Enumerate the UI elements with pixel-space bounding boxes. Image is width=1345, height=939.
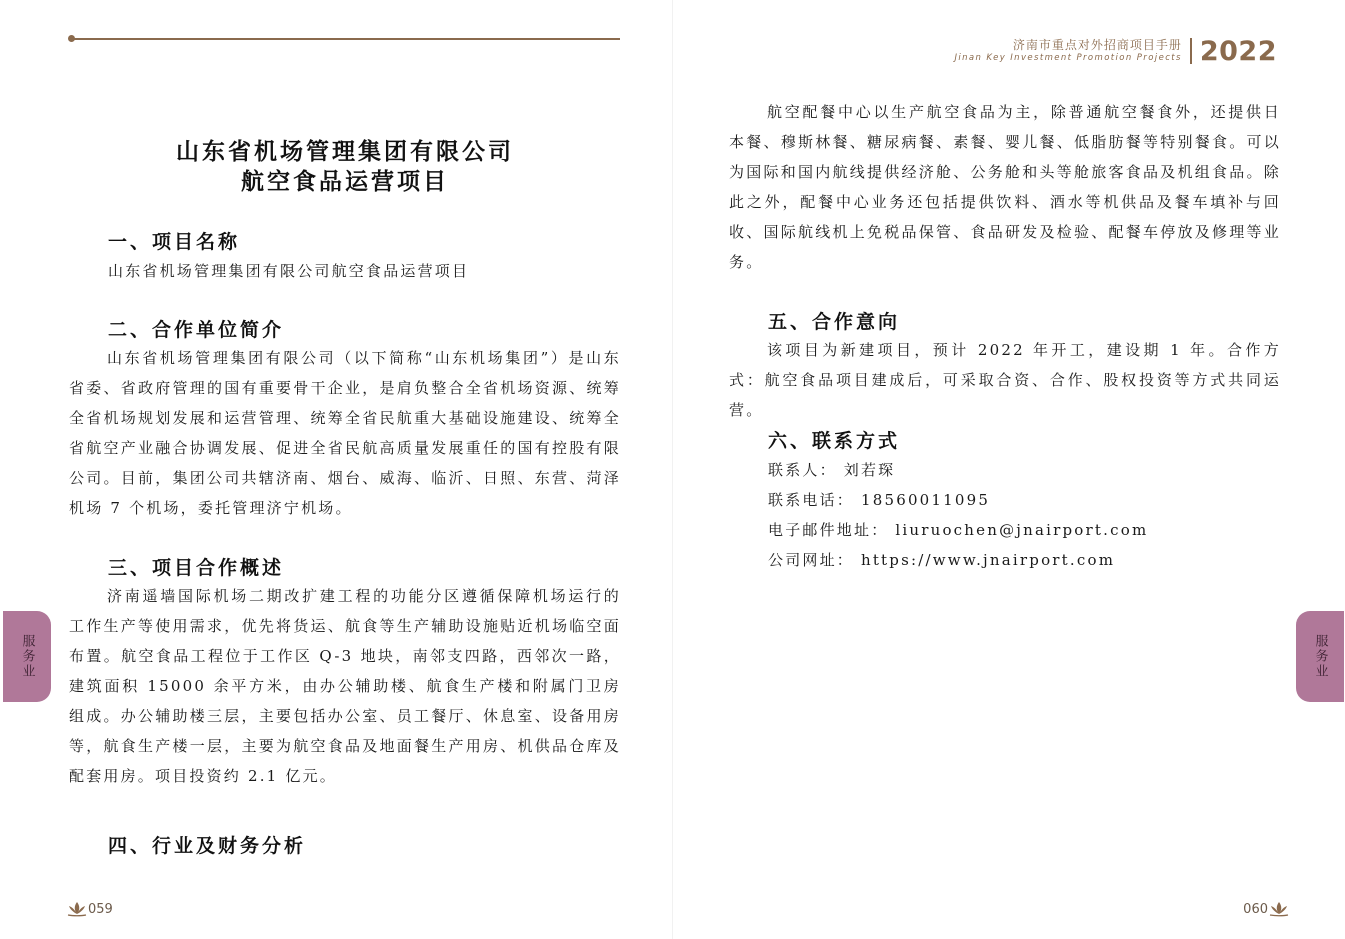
contact-person: 联系人： 刘若琛 xyxy=(768,461,896,479)
section5-heading: 五、合作意向 xyxy=(768,311,901,333)
section2-body: 山东省机场管理集团有限公司（以下简称“山东机场集团”）是山东省委、省政府管理的国有重要骨干企业，是肩负整合全省机场资源、统筹全省机场规划发展和运营管理、统筹全省民航重大基础设施建设、统筹全省航空产业融合协调发展、促进全省民航高质量发展重任的国有控股有限公司。目前，集团公司共辖济南、烟台、威海、临沂、日照、东营、菏泽机场 7 个机场，委托管理济宁机场。 xyxy=(69,349,621,517)
side-tab-left-label: 服务业 xyxy=(19,634,35,679)
page-number-left-text: 059 xyxy=(88,901,113,917)
header-year: 2022 xyxy=(1199,35,1277,67)
contact-email: 电子邮件地址： liuruochen@jnairport.com xyxy=(768,521,1149,539)
page-title-line1: 山东省机场管理集团有限公司 xyxy=(176,138,514,165)
section3-heading: 三、项目合作概述 xyxy=(108,557,285,579)
section6-heading: 六、联系方式 xyxy=(768,430,901,452)
section2-heading: 二、合作单位简介 xyxy=(108,319,285,341)
section5-body: 该项目为新建项目，预计 2022 年开工，建设期 1 年。合作方式：航空食品项目建成后，可采取合资、合作、股权投资等方式共同运营。 xyxy=(729,341,1281,419)
contact-phone: 联系电话： 18560011095 xyxy=(768,491,991,509)
section4-heading: 四、行业及财务分析 xyxy=(108,835,307,857)
contact-website: 公司网址： https://www.jnairport.com xyxy=(768,551,1116,569)
page-number-left xyxy=(66,900,113,918)
section3-body: 济南遥墙国际机场二期改扩建工程的功能分区遵循保障机场运行的工作生产等使用需求，优先将货运、航食等生产辅助设施贴近机场临空面布置。航空食品工程位于工作区 Q-3 地块，南邻支四路，西邻次一路，建筑面积 15000 余平方米，由办公辅助楼、航食生产楼和附属门卫房组成。办公辅助楼三层，主要包括办公室、员工餐厅、休息室、设备用房等，航食生产楼一层，主要为航空食品及地面餐生产用房、机供品仓库及配套用房。项目投资约 2.1 亿元。 xyxy=(69,587,621,785)
lotus-icon xyxy=(1268,900,1290,918)
page-title-line2: 航空食品运营项目 xyxy=(241,168,449,195)
side-tab-left xyxy=(3,611,51,702)
top-rule-dot xyxy=(68,35,75,42)
spread-divider xyxy=(672,0,673,939)
section1-body: 山东省机场管理集团有限公司航空食品运营项目 xyxy=(108,262,470,280)
side-tab-right xyxy=(1296,611,1344,702)
top-rule xyxy=(70,38,620,40)
lotus-icon xyxy=(66,900,88,918)
side-tab-right-label: 服务业 xyxy=(1312,634,1328,679)
header-title-en: Jinan Key Investment Promotion Projects xyxy=(954,53,1182,63)
section1-heading: 一、项目名称 xyxy=(108,231,241,253)
page-number-right-text: 060 xyxy=(1243,901,1268,917)
header-title-cn: 济南市重点对外招商项目手册 xyxy=(1012,38,1182,52)
header-separator xyxy=(1190,38,1192,64)
page-number-right xyxy=(1243,900,1290,918)
running-header xyxy=(954,36,1277,66)
header-texts xyxy=(954,38,1181,64)
section4-body: 航空配餐中心以生产航空食品为主，除普通航空餐食外，还提供日本餐、穆斯林餐、糖尿病餐、素餐、婴儿餐、低脂肪餐等特别餐食。可以为国际和国内航线提供经济舱、公务舱和头等舱旅客食品及机组食品。除此之外，配餐中心业务还包括提供饮料、酒水等机供品及餐车填补与回收、国际航线机上免税品保管、食品研发及检验、配餐车停放及修理等业务。 xyxy=(729,103,1281,271)
